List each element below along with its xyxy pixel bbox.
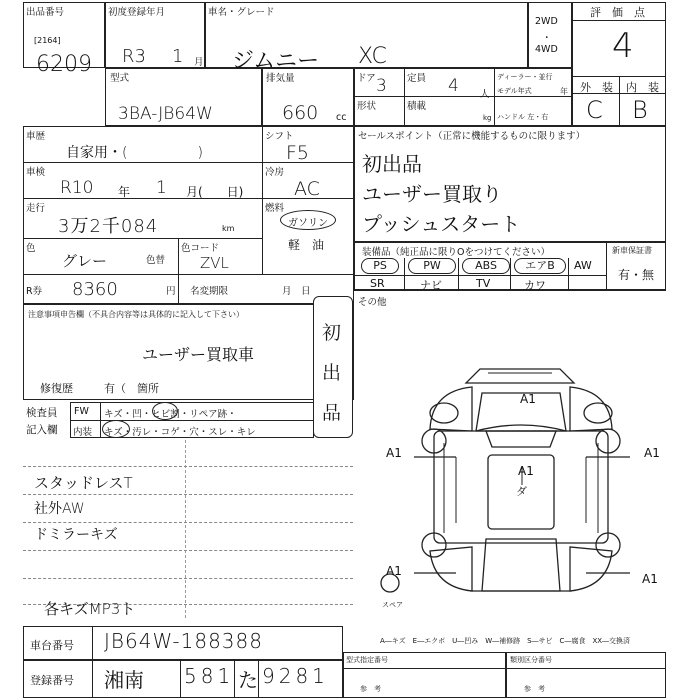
diagram-mark-1: A1 [520,392,536,406]
drive-dot: ・ [542,33,552,44]
inspection-era: R10 [60,178,94,198]
mirror-right [584,403,612,423]
mirror-left [430,403,458,423]
equip-navi: ナビ [420,279,442,292]
handwritten-note-1: スタッドレスT [34,474,133,492]
tailgate [482,539,560,591]
handwritten-note-4: 各キズMP3ト [44,600,136,618]
repair-value: 有（ 箇所 [104,382,159,395]
inspection-label: 車検 [26,167,46,178]
usage-label: 車歴 [26,131,46,142]
yen-unit: 円 [166,286,176,297]
diagram-mark-3: A1 [644,446,660,460]
first-reg-month: 1 [172,46,184,67]
fw-label: FW [74,406,89,417]
rear-fender-left [430,547,472,591]
diagram-mark-4: A1 [518,464,534,478]
selling-point-1: 初出品 [362,152,422,176]
color-code-label: 色コード [181,243,220,254]
registration-class: 581 [184,664,235,688]
door-label: ドア [357,73,376,84]
displacement-label: 排気量 [266,73,295,84]
equip-ps: PS [361,258,399,274]
diagram-mark-2: A1 [386,446,402,460]
interior-grade: B [632,96,648,124]
registration-kana: た [238,668,258,692]
new-warranty-value: 有・無 [618,268,655,282]
front-fender-left [430,387,472,431]
interior-inspect-label: 内装 [73,427,93,438]
stamp-char-2: 出 [322,362,342,384]
fuel-light: 軽 油 [288,238,325,252]
fw-items: キズ・凹・ヒビ割・リペア跡・ [104,409,237,420]
inspection-month: 1 [156,178,167,198]
recycle-label: R券 [26,286,43,297]
year-unit: 年 [560,87,568,96]
windshield [486,431,556,447]
aircon-label: 冷房 [265,167,285,178]
repair-label: 修復歴 [40,382,73,395]
first-reg-era: R3 [122,46,146,67]
stamp-char-3: 品 [322,402,342,424]
shape-label: 形状 [357,101,377,112]
person-unit: 人 [480,89,490,100]
handle-label: ハンドル 左・右 [497,113,549,121]
selling-points-title: セールスポイント（正常に機能するものに限ります） [358,131,586,142]
registration-number: 9281 [262,664,329,688]
color-change-label: 色替 [146,255,166,266]
recycle-value: 8360 [72,279,118,300]
registration-area: 湘南 [104,668,144,692]
car-name: ジムニー [232,49,320,74]
spare-label: スペア [382,601,403,609]
category-ref-label: 参 考 [524,685,545,693]
equip-abs: ABS [462,258,510,274]
car-name-label: 車名・グレード [208,7,275,18]
mileage-value: 3万2千084 [58,216,159,237]
color-value: グレー [62,252,108,270]
chassis-value: JB64W-188388 [104,629,263,653]
interior-label: 内 装 [626,81,659,94]
handwritten-note-2: 社外AW [34,501,85,517]
fuel-gas-circle [280,210,336,230]
notes-title: 注意事項申告欄（不具合内容等は具体的に記入して下さい） [28,310,244,319]
name-change-unit: 月 日 [282,286,311,297]
car-grade: XC [358,44,387,69]
shift-label: シフト [265,131,294,142]
equipment-title: 装備品（純正品に限りOをつけてください） [362,247,550,258]
damage-legend: A―キズ E―エクボ U―凹み W―補修跡 S―サビ C―腐食 XX―交換済 [380,637,631,645]
inspector-label-1: 検査員 [26,407,58,419]
type-number-label: 型式指定番号 [346,656,388,664]
chassis-label: 車台番号 [30,639,74,652]
capacity-label: 定員 [407,73,427,84]
equip-airbag: エアB [514,258,566,274]
equip-leather: カワ [524,279,546,292]
registration-label: 登録番号 [30,674,74,687]
rating-label: 評 価 点 [590,6,645,19]
diagram-mark-5: A1 [386,564,402,578]
equip-aw: AW [574,259,592,272]
model-label: 型式 [110,73,130,84]
exterior-label: 外 装 [580,81,613,94]
diagram-roof-note: ダ [516,485,527,498]
drive-4wd: 4WD [535,44,558,55]
car-damage-diagram [360,355,670,615]
displacement-value: 660 [282,102,319,124]
shift-value: F5 [286,142,310,164]
new-warranty-label: 新車保証書 [612,246,652,255]
notes-value: ユーザー買取車 [142,345,255,364]
inspection-month-unit: 月( 日) [186,185,244,199]
equip-pw: PW [408,258,456,274]
front-fender-right [570,387,612,431]
aircon-value: AC [294,178,320,200]
km-unit: km [222,224,235,233]
exterior-grade: C [586,96,603,124]
fuel-label: 燃料 [265,203,285,214]
load-label: 積載 [407,101,427,112]
inspector-label-2: 記入欄 [26,424,58,436]
type-ref-label: 参 考 [360,685,381,693]
dent-circle [152,402,178,420]
selling-point-2: ユーザー買取り [362,182,502,206]
fuel-gas: ガソリン [288,218,328,229]
equip-tv: TV [476,277,491,290]
rating-value: 4 [612,26,634,66]
category-number-label: 類別区分番号 [510,656,552,664]
stamp-char-1: 初 [322,322,342,344]
front-bumper-shape [466,369,574,383]
usage-value: 自家用・( ) [66,145,203,161]
mileage-label: 走行 [26,203,46,214]
handwritten-note-3: ドミラーキズ [34,527,118,543]
rear-fender-right [570,547,612,591]
kg-unit: kg [483,114,492,122]
interior-items: キズ・汚レ・コゲ・穴・スレ・キレ [104,427,256,438]
cc-unit: cc [336,112,347,123]
capacity-value: 4 [448,76,459,96]
scratch-circle [102,420,130,438]
model-year-label: モデル年式 [497,87,532,95]
month-unit: 月 [194,57,204,68]
door-value: 3 [376,76,387,96]
lot-number: 6209 [36,52,92,77]
drive-2wd: 2WD [535,16,558,27]
model-value: 3BA-JB64W [118,104,213,124]
inspection-year-unit: 年 [118,185,131,199]
selling-point-3: プッシュスタート [362,212,521,236]
other-label: その他 [358,297,387,308]
equip-sr: SR [370,277,385,290]
name-change-label: 名変期限 [190,286,229,297]
lot-label: 出品番号 [26,7,65,18]
color-code: ZVL [200,254,229,272]
diagram-mark-6: A1 [642,572,658,586]
first-reg-label: 初度登録年月 [108,7,166,18]
dealer-label: ディーラー・並行 [497,73,553,81]
lot-sub: [2164] [34,36,61,45]
color-label: 色 [26,243,36,254]
windshield-top [476,425,566,431]
